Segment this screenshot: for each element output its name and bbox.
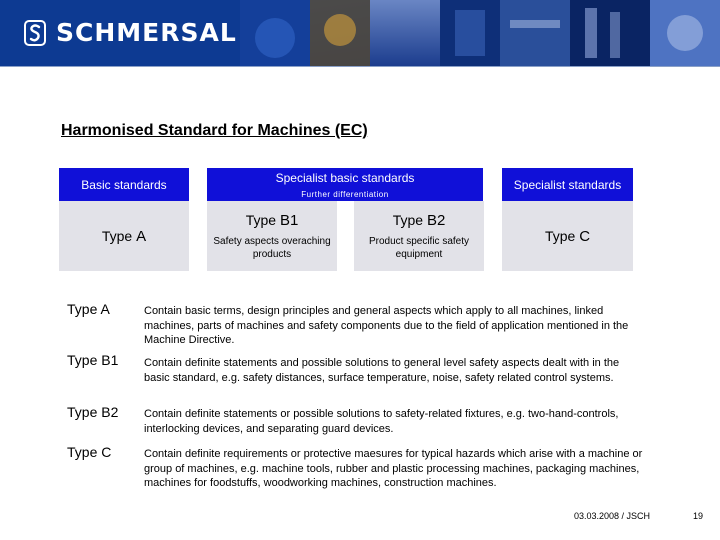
schmersal-logo-icon xyxy=(24,20,46,46)
definition-term-b2 xyxy=(67,404,118,420)
definition-text-a: Contain basic terms, design principles and general aspects which apply to all machines, linked machines, parts of machines and safety components due to the field of application mentioned in the Machine Directive. xyxy=(144,305,629,346)
banner-divider xyxy=(0,66,720,67)
type-prefix: Type xyxy=(392,211,424,228)
type-a-box xyxy=(59,201,189,271)
term-prefix: Type xyxy=(67,404,98,420)
type-prefix: Type xyxy=(245,211,277,228)
type-b2-label xyxy=(393,212,446,229)
type-a-label xyxy=(102,228,146,245)
term-letter: B1 xyxy=(101,352,119,368)
definition-term-c xyxy=(67,444,111,460)
type-c-box xyxy=(502,201,633,271)
page-title: Harmonised Standard for Machines (EC) xyxy=(61,122,368,139)
type-b1-box xyxy=(207,201,337,271)
definition-term-b1 xyxy=(67,352,118,368)
logo xyxy=(0,0,240,66)
type-prefix: Type xyxy=(101,227,133,244)
term-prefix: Type xyxy=(67,444,98,460)
term-letter: A xyxy=(100,301,110,317)
header-banner xyxy=(0,0,720,66)
type-letter: B2 xyxy=(426,211,446,229)
type-b2-description: Product specific safety equipment xyxy=(368,235,470,260)
type-b1-label xyxy=(246,212,299,229)
banner-photo-collage xyxy=(240,0,720,66)
type-c-label xyxy=(545,228,590,245)
further-differentiation-label: Further differentiation xyxy=(207,188,483,201)
type-letter: C xyxy=(579,227,591,245)
specialist-standards-heading: Specialist standards xyxy=(502,168,633,201)
type-letter: B1 xyxy=(279,211,299,229)
type-b2-box xyxy=(354,201,484,271)
page-number: 19 xyxy=(693,511,704,521)
definition-text-c: Contain definite requirements or protective maesures for typical hazards which arise with a machine or group of machines, e.g. machine tools, rubber and plastic processing machines, packaging machines, machines for foodstuffs, woodworking machines, construction machines. xyxy=(144,448,643,489)
definition-term-a xyxy=(67,301,110,317)
definition-text-b2: Contain definite statements or possible solutions to safety-related fixtures, e.g. two-hand-controls, interlocking devices, and separating guard devices. xyxy=(144,408,619,435)
term-letter: C xyxy=(101,444,112,460)
term-prefix: Type xyxy=(67,352,98,368)
term-prefix: Type xyxy=(67,301,98,317)
brand-name: SCHMERSAL xyxy=(56,18,237,47)
specialist-basic-standards-heading: Specialist basic standards xyxy=(207,168,483,188)
definition-text-b1: Contain definite statements and possible solutions to general level safety aspects dealt with in the basic standard, e.g. safety distances, surface temperature, noise, safety related control systems. xyxy=(144,357,620,384)
basic-standards-heading: Basic standards xyxy=(59,168,189,201)
term-letter: B2 xyxy=(101,404,119,420)
type-letter: A xyxy=(136,227,147,245)
type-prefix: Type xyxy=(544,227,576,244)
footer-date: 03.03.2008 / JSCH xyxy=(574,511,651,521)
type-b1-description: Safety aspects overaching products xyxy=(213,235,331,260)
